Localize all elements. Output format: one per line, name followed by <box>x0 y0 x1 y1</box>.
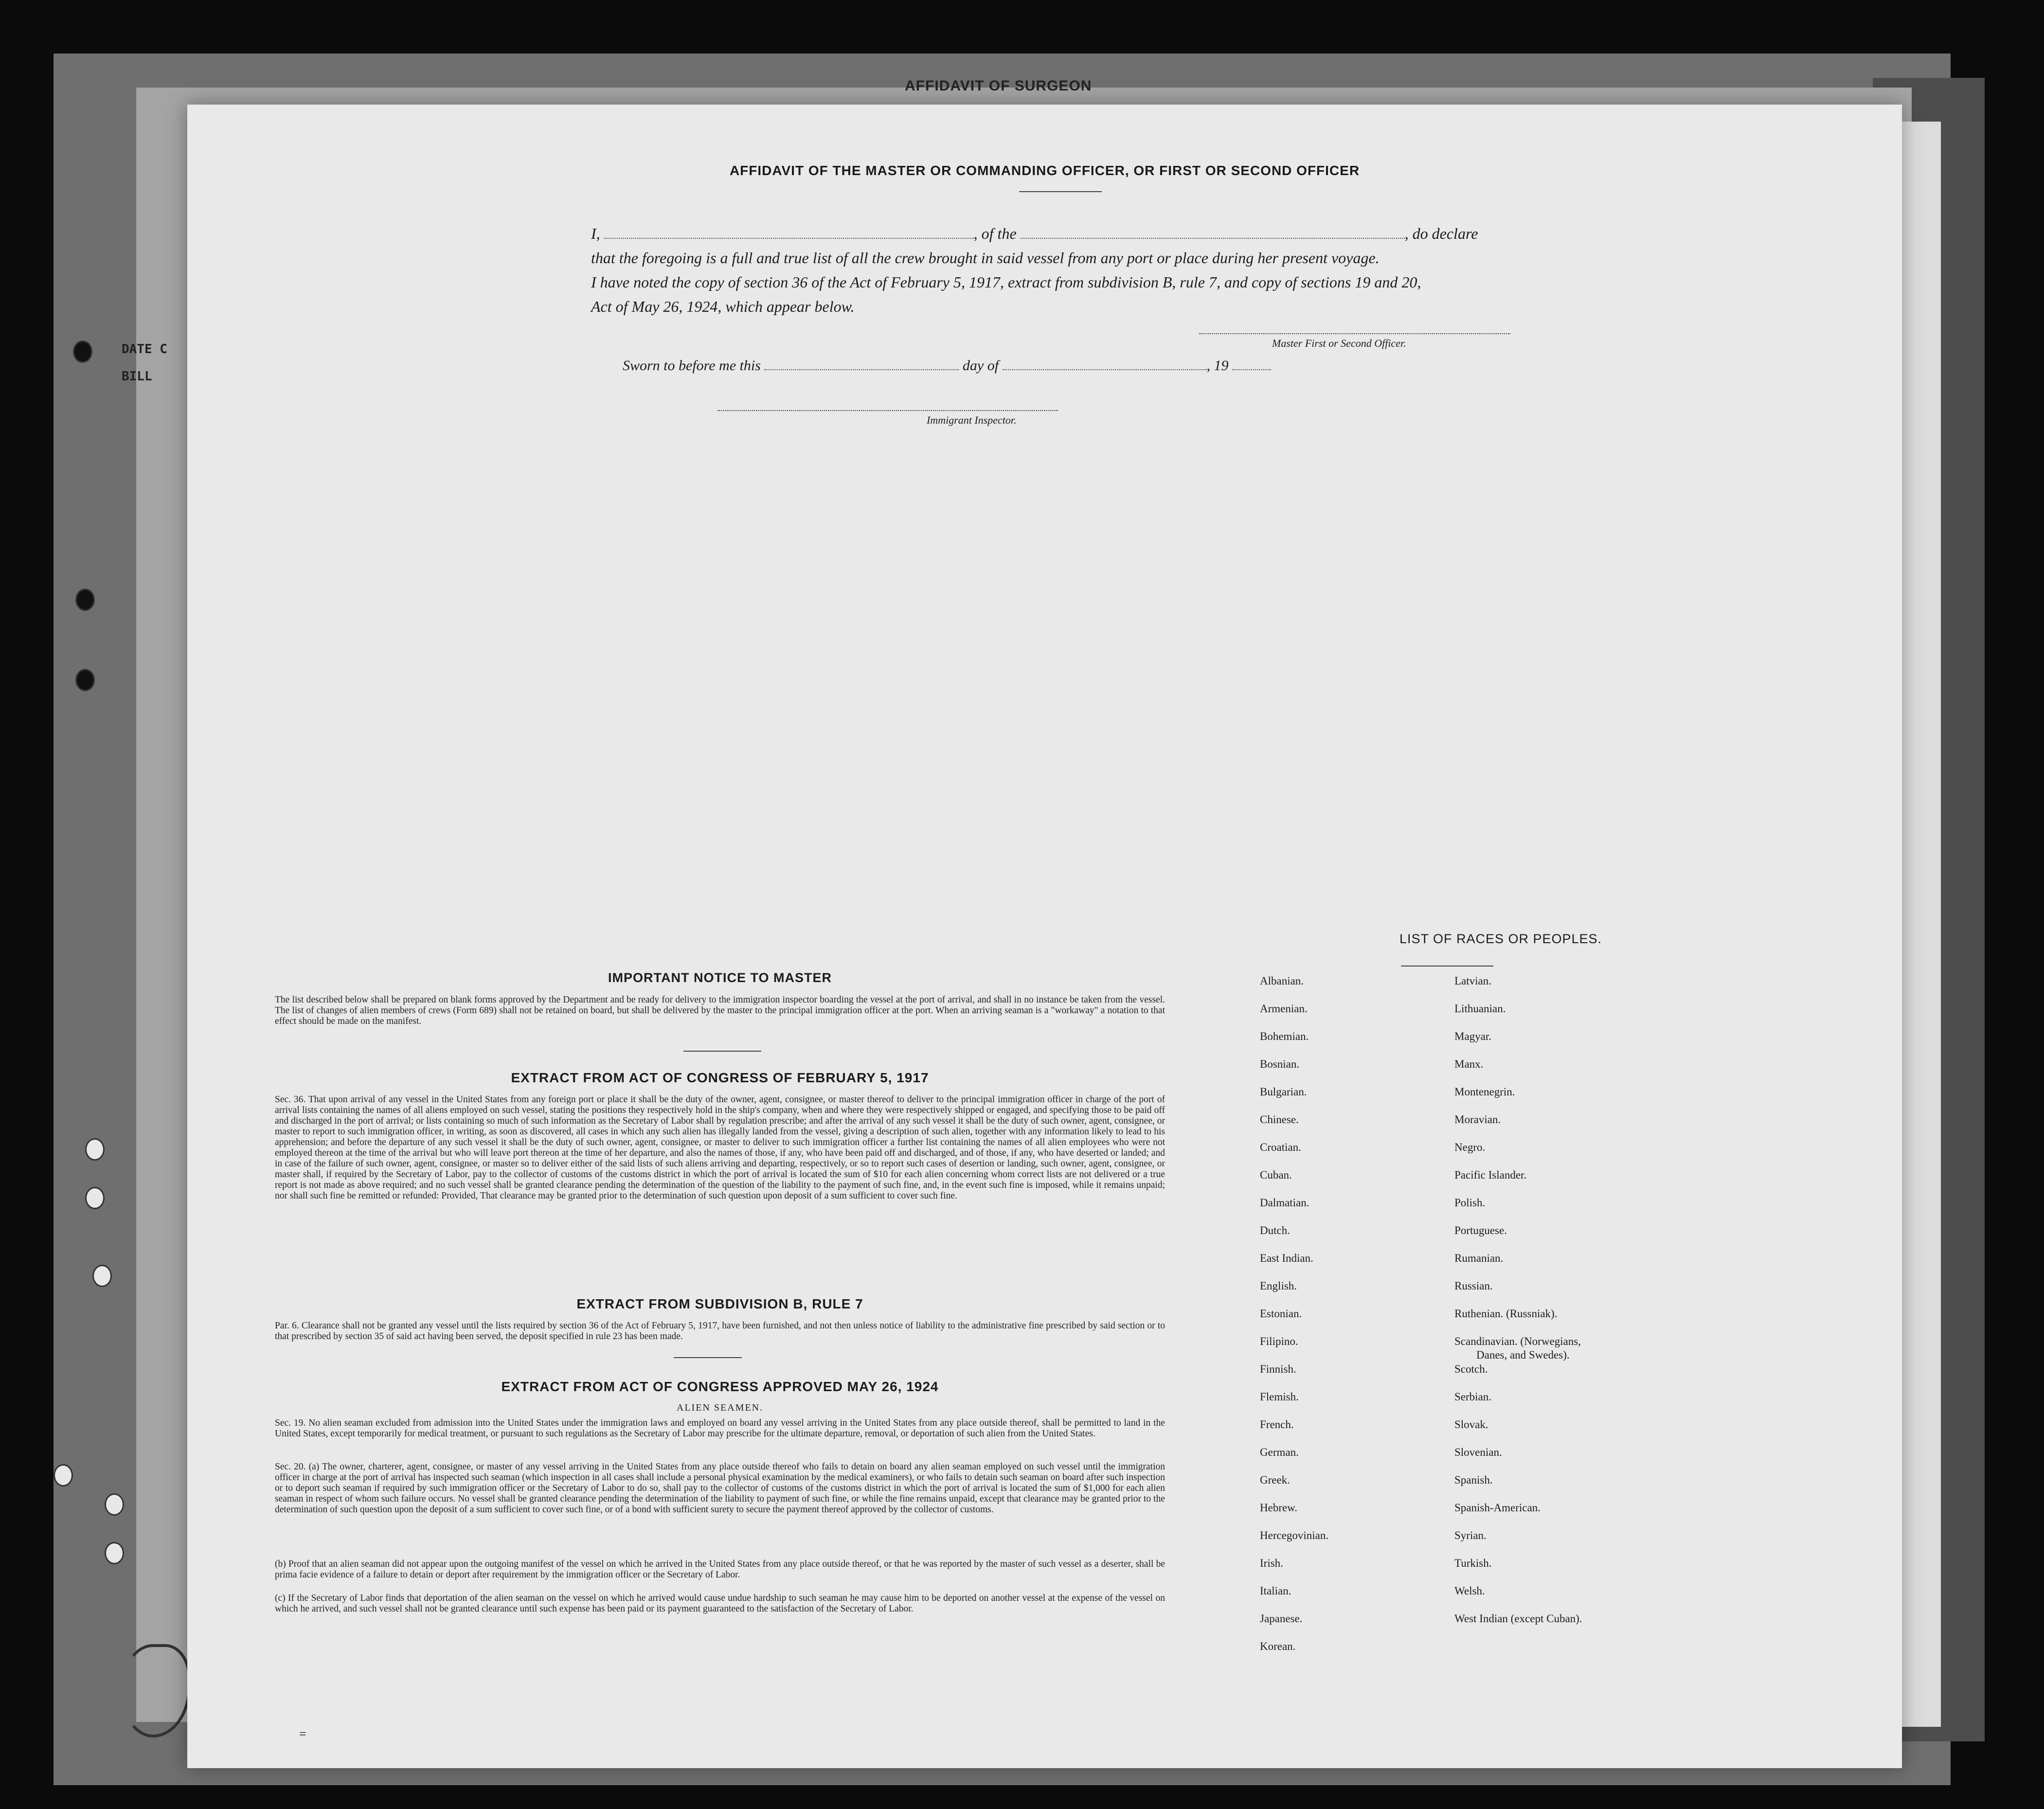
extract-1924-sec20c: (c) If the Secretary of Labor finds that deportation of the alien seaman on the vessel on which he arrived would cause undue hardship to such seaman he may cause him to be deported on another vessel at the expense of the vessel on which he arrived, and such vessel shall not be granted clearance until such expense has been paid or its payment guaranteed to the satisfaction of the Secretary of Labor. <box>275 1593 1165 1614</box>
races-column-2 <box>1454 975 1582 1641</box>
race-item: English. <box>1260 1280 1297 1292</box>
sworn-day-of: day of <box>962 358 999 374</box>
race-item: Welsh. <box>1454 1585 1485 1597</box>
section-rule <box>683 1051 761 1052</box>
race-item: Croatian. <box>1260 1141 1301 1153</box>
binding-hole <box>75 669 95 691</box>
notice-title: IMPORTANT NOTICE TO MASTER <box>608 970 832 985</box>
race-item: Korean. <box>1260 1640 1296 1652</box>
declaration-line-1: that the foregoing is a full and true list of all the crew brought in said vessel from any port or place during her present voyage. <box>591 249 1380 267</box>
inspector-signature-label: Immigrant Inspector. <box>927 414 1017 426</box>
margin-labels <box>122 336 167 390</box>
sworn-day-blank[interactable] <box>764 369 959 370</box>
races-title: LIST OF RACES OR PEOPLES. <box>1399 931 1602 946</box>
affidavit-sheet <box>187 105 1902 1768</box>
race-item: German. <box>1260 1446 1299 1458</box>
master-signature-label: Master First or Second Officer. <box>1272 337 1406 349</box>
race-item: Turkish. <box>1454 1557 1492 1569</box>
sworn-year-blank[interactable] <box>1232 369 1271 370</box>
declaration-blanks-line <box>591 221 1710 246</box>
race-item: Slovak. <box>1454 1418 1488 1431</box>
race-item: Greek. <box>1260 1474 1290 1486</box>
page-mark: = <box>299 1727 306 1741</box>
race-item: Scandinavian. (Norwegians, <box>1454 1335 1581 1347</box>
rule7-text: Par. 6. Clearance shall not be granted any vessel until the lists required by section 36 of the Act of February 5, 1917, have been furnished, and not then unless notice of liability to the administrative fine prescribed by said section or to that prescribed by section 35 of said act having been served, the deposit specified in rule 23 has been made. <box>275 1321 1165 1342</box>
race-item: East Indian. <box>1260 1252 1313 1264</box>
binding-hole <box>105 1493 124 1516</box>
binding-hole <box>85 1187 105 1209</box>
extract-1924-sec20a: Sec. 20. (a) The owner, charterer, agent, consignee, or master of any vessel arriving in the United States from any place outside thereof who fails to detain on board any alien seaman employed on such vessel until the immigration officer in charge at the port of arrival has inspected such seaman (which inspection in all cases shall include a personal physical examination by the medical examiners), or who fails to detain such seaman on board after such inspection or to deport such seaman if required by such immigration officer or the Secretary of Labor to do so, shall pay to the collector of customs of the customs district in which the port of arrival is located the sum of $1,000 for each alien seaman in respect of whom such failure occurs. No vessel shall be granted clearance pending the determination of the liability to payment of such fine, or while the fine remains unpaid, except that clearance may be granted prior to the determination of such question upon the deposit of a sum sufficient to cover such fine, or of a bond with sufficient surety to secure the payment thereof approved by the collector of customs. <box>275 1462 1165 1515</box>
sworn-statement <box>623 358 1271 374</box>
race-item: Scotch. <box>1454 1363 1488 1375</box>
declaration <box>591 221 1710 319</box>
race-item: Bulgarian. <box>1260 1086 1307 1098</box>
race-item: Polish. <box>1454 1197 1486 1209</box>
race-item: Russian. <box>1454 1280 1493 1292</box>
race-item: Pacific Islander. <box>1454 1169 1527 1181</box>
alien-seamen-subtitle: ALIEN SEAMEN. <box>676 1402 764 1413</box>
race-item: Lithuanian. <box>1454 1003 1506 1015</box>
binding-hole <box>54 1464 73 1487</box>
race-item: Italian. <box>1260 1585 1291 1597</box>
race-item: Ruthenian. (Russniak). <box>1454 1307 1558 1320</box>
race-item: Dutch. <box>1260 1224 1290 1236</box>
declaration-do-declare: , do declare <box>1404 225 1478 242</box>
binding-hole <box>73 340 92 363</box>
race-item: Spanish. <box>1454 1474 1493 1486</box>
race-item-continued: Danes, and Swedes). <box>1476 1349 1570 1361</box>
sworn-month-blank[interactable] <box>1003 369 1207 370</box>
race-item: Portuguese. <box>1454 1224 1507 1236</box>
binding-hole <box>92 1265 112 1287</box>
declaration-line-3: Act of May 26, 1924, which appear below. <box>591 298 855 315</box>
race-item: Bohemian. <box>1260 1030 1309 1042</box>
extract-1917-text: Sec. 36. That upon arrival of any vessel in the United States from any foreign port or place it shall be the duty of the owner, agent, consignee, or master thereof to deliver to the principal immigration officer in charge of the port of arrival lists containing the names of all aliens employed on such vessel, stating the positions they respectively hold in the ship's company, when and where they were respectively shipped or engaged, and specifying those to be paid off and discharged in the port of arrival; or lists containing so much of such information as the Secretary of Labor shall by regulation prescribe; and after the arrival of any such vessel it shall be the duty of such owner, agent, consignee, or master to report to such immigration officer, in writing, as soon as discovered, all cases in which any such alien has illegally landed from the vessel, giving a description of such alien, together with any information likely to lead to his apprehension; and before the departure of any such vessel it shall be the duty of such owner, agent, consignee, or master to deliver to such immigration officer a further list containing the names of all alien employees who were not employed thereon at the time of the arrival but who will leave port thereon at the time of her departure, and also the names of those, if any, who have been paid off and discharged, and of those, if any, who have deserted or landed; and in case of the failure of such owner, agent, consignee, or master so to deliver either of the said lists of such aliens arriving and departing, respectively, or so to report such cases of desertion or landing, such owner, agent, consignee, or master shall, if required by the Secretary of Labor, pay to the collector of customs of the customs district in which the port of arrival is located the sum of $10 for each alien concerning whom correct lists are not delivered or a true report is not made as above required; and no such vessel shall be granted clearance pending the determination of the question of the liability to the payment of such fine, and, in the event such fine is imposed, while it remains unpaid; nor shall such fine be remitted or refunded: Provided, That clearance may be granted prior to the determination of such question upon deposit of a sum sufficient to cover such fine. <box>275 1094 1165 1201</box>
race-item: Estonian. <box>1260 1307 1302 1320</box>
affidavit-title: AFFIDAVIT OF THE MASTER OR COMMANDING OFFICER, OR FIRST OR SECOND OFFICER <box>729 163 1360 178</box>
race-item: West Indian (except Cuban). <box>1454 1612 1582 1625</box>
inspector-signature-line[interactable] <box>717 410 1058 411</box>
race-item: Albanian. <box>1260 975 1304 987</box>
race-item: Manx. <box>1454 1058 1484 1070</box>
margin-label-bill: BILL <box>122 369 152 384</box>
race-item: French. <box>1260 1418 1294 1431</box>
extract-1924-sec20b: (b) Proof that an alien seaman did not appear upon the outgoing manifest of the vessel on which he arrived in the United States from any place outside thereof, or that he was reported by the master of such vessel as a deserter, shall be prima facie evidence of a failure to detain or deport after requirement by the immigration officer or the Secretary of Labor. <box>275 1559 1165 1580</box>
race-item: Hercegovinian. <box>1260 1529 1329 1541</box>
race-item: Syrian. <box>1454 1529 1487 1541</box>
vessel-blank[interactable] <box>1021 233 1405 239</box>
race-item: Latvian. <box>1454 975 1491 987</box>
race-item: Spanish-American. <box>1454 1502 1541 1514</box>
section-rule <box>674 1357 742 1358</box>
race-item: Armenian. <box>1260 1003 1308 1015</box>
margin-label-date: DATE C <box>122 342 167 357</box>
race-item: Flemish. <box>1260 1391 1299 1403</box>
binding-hole <box>105 1542 124 1564</box>
sworn-year-prefix: , 19 <box>1206 358 1229 374</box>
race-item: Japanese. <box>1260 1612 1303 1625</box>
race-item: Serbian. <box>1454 1391 1492 1403</box>
race-item: Montenegrin. <box>1454 1086 1515 1098</box>
binding-hole <box>85 1138 105 1161</box>
notice-text: The list described below shall be prepared on blank forms approved by the Department and be ready for delivery to the immigration inspector boarding the vessel at the port of arrival, and shall in no instance be taken from the vessel. The list of changes of alien members of crews (Form 689) shall not be retained on board, but shall be delivered by the master to the principal immigration officer at the port. When an arriving seaman is a "workaway" a notation to that effect should be made on the manifest. <box>275 995 1165 1026</box>
name-blank[interactable] <box>604 233 974 239</box>
rule7-title: EXTRACT FROM SUBDIVISION B, RULE 7 <box>576 1296 863 1311</box>
extract-1924-sec19: Sec. 19. No alien seaman excluded from admission into the United States under the immigration laws and employed on board any vessel arriving in the United States from any place outside thereof, shall be permitted to land in the United States, except temporarily for medical treatment, or pursuant to such regulations as the Secretary of Labor may prescribe for the ultimate departure, removal, or deportation of such alien from the United States. <box>275 1418 1165 1439</box>
extract-1924-title: EXTRACT FROM ACT OF CONGRESS APPROVED MAY 26, 1924 <box>501 1379 939 1394</box>
declaration-line-2: I have noted the copy of section 36 of the Act of February 5, 1917, extract from subdivision B, rule 7, and copy of sections 19 and 20, <box>591 273 1421 291</box>
race-item: Rumanian. <box>1454 1252 1504 1264</box>
race-item: Chinese. <box>1260 1113 1299 1126</box>
race-item: Negro. <box>1454 1141 1486 1153</box>
race-item: Dalmatian. <box>1260 1197 1309 1209</box>
race-item: Magyar. <box>1454 1030 1492 1042</box>
race-item: Irish. <box>1260 1557 1283 1569</box>
race-item: Slovenian. <box>1454 1446 1502 1458</box>
binding-hole <box>75 589 95 611</box>
title-rule <box>1019 191 1102 192</box>
races-rule <box>1401 966 1493 967</box>
race-item: Finnish. <box>1260 1363 1296 1375</box>
surgeon-affidavit-title: AFFIDAVIT OF SURGEON <box>905 78 1092 94</box>
master-signature-line[interactable] <box>1199 333 1510 334</box>
declaration-of-the: , of the <box>973 225 1017 242</box>
declaration-i: I, <box>591 225 600 242</box>
race-item: Cuban. <box>1260 1169 1292 1181</box>
race-item: Hebrew. <box>1260 1502 1298 1514</box>
extract-1917-title: EXTRACT FROM ACT OF CONGRESS OF FEBRUARY 5, 1917 <box>511 1070 929 1085</box>
race-item: Bosnian. <box>1260 1058 1300 1070</box>
race-item: Filipino. <box>1260 1335 1298 1347</box>
races-column-1 <box>1260 975 1328 1668</box>
sworn-prefix: Sworn to before me this <box>623 358 761 374</box>
race-item: Moravian. <box>1454 1113 1501 1126</box>
